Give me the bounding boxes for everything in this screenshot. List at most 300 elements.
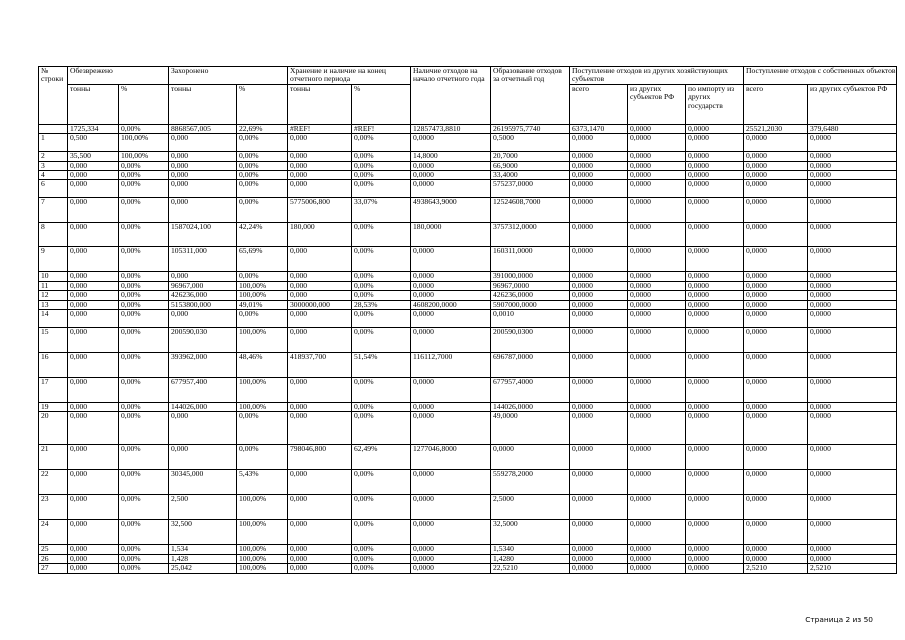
- table-cell: 0,00%: [352, 328, 411, 353]
- table-row: [39, 412, 897, 445]
- table-cell: 0,0000: [570, 223, 628, 247]
- table-row: [39, 291, 897, 300]
- table-cell: 0,0000: [744, 223, 808, 247]
- table-cell: 0,0000: [628, 291, 686, 300]
- table-cell: 0,0000: [686, 134, 744, 152]
- table-cell: 0,00%: [119, 310, 169, 328]
- table-cell: 0,0000: [570, 403, 628, 412]
- table-cell: 0,0000: [570, 545, 628, 554]
- table-cell: 0,0000: [744, 520, 808, 545]
- table-cell: 0,0000: [808, 180, 897, 198]
- table-cell: 0,0000: [411, 134, 491, 152]
- row-number-cell: 17: [39, 378, 68, 403]
- table-cell: 100,00%: [237, 403, 288, 412]
- table-row: [39, 445, 897, 470]
- table-cell: 0,00%: [352, 470, 411, 495]
- table-cell: 49,0000: [491, 412, 570, 445]
- table-cell: 0,0000: [411, 161, 491, 170]
- table-cell: 0,0000: [686, 272, 744, 281]
- table-cell: 35,500: [68, 152, 119, 161]
- table-cell: 0,000: [68, 247, 119, 272]
- table-row: [39, 161, 897, 170]
- table-cell: 0,0000: [411, 291, 491, 300]
- table-cell: 575237,0000: [491, 180, 570, 198]
- table-cell: 0,000: [68, 281, 119, 290]
- table-cell: 0,0000: [744, 180, 808, 198]
- table-cell: 0,00%: [119, 520, 169, 545]
- table-cell: 0,0000: [570, 161, 628, 170]
- table-cell: 0,0000: [808, 378, 897, 403]
- row-number-cell: 9: [39, 247, 68, 272]
- table-cell: 51,54%: [352, 353, 411, 378]
- table-cell: 0,0000: [808, 470, 897, 495]
- table-cell: 0,000: [68, 495, 119, 520]
- table-cell: #REF!: [352, 124, 411, 133]
- header-cell: тонны: [68, 84, 119, 124]
- table-cell: 6373,1470: [570, 124, 628, 133]
- table-cell: 5907000,0000: [491, 300, 570, 309]
- table-cell: 0,0000: [570, 554, 628, 563]
- table-cell: 0,00%: [352, 161, 411, 170]
- table-cell: 0,00%: [352, 545, 411, 554]
- table-cell: 0,000: [288, 171, 352, 180]
- table-cell: 0,00%: [237, 161, 288, 170]
- table-cell: 0,000: [288, 247, 352, 272]
- table-cell: 0,0000: [808, 161, 897, 170]
- table-cell: 0,0000: [686, 180, 744, 198]
- table-cell: 0,00%: [119, 223, 169, 247]
- table-cell: 0,000: [68, 180, 119, 198]
- table-cell: 0,0000: [808, 134, 897, 152]
- table-cell: 0,0000: [808, 328, 897, 353]
- table-cell: #REF!: [288, 124, 352, 133]
- table-row: [39, 495, 897, 520]
- table-cell: 0,0000: [411, 180, 491, 198]
- table-cell: 0,000: [288, 378, 352, 403]
- row-number-cell: 8: [39, 223, 68, 247]
- table-cell: 3757312,0000: [491, 223, 570, 247]
- table-row: [39, 180, 897, 198]
- table-cell: 5775006,800: [288, 198, 352, 223]
- table-cell: 0,0000: [686, 281, 744, 290]
- table-cell: 0,0000: [744, 171, 808, 180]
- table-cell: 12857473,8810: [411, 124, 491, 133]
- table-cell: 100,00%: [237, 554, 288, 563]
- table-cell: 426236,000: [169, 291, 237, 300]
- table-cell: 426236,0000: [491, 291, 570, 300]
- table-cell: 0,00%: [119, 545, 169, 554]
- table-cell: 32,500: [169, 520, 237, 545]
- table-cell: 0,000: [169, 180, 237, 198]
- table-row: [39, 281, 897, 290]
- table-cell: 0,0000: [744, 134, 808, 152]
- table-cell: 0,0000: [570, 564, 628, 573]
- table-cell: 0,0000: [411, 378, 491, 403]
- row-number-cell: 25: [39, 545, 68, 554]
- table-cell: 0,0000: [570, 291, 628, 300]
- table-cell: 100,00%: [237, 495, 288, 520]
- table-cell: 100,00%: [237, 545, 288, 554]
- table-cell: 0,0000: [808, 353, 897, 378]
- table-cell: 8868567,005: [169, 124, 237, 133]
- table-cell: 0,00%: [119, 198, 169, 223]
- table-cell: 0,00%: [237, 171, 288, 180]
- table-cell: 0,0000: [628, 310, 686, 328]
- table-cell: 0,000: [68, 554, 119, 563]
- table-cell: 0,0000: [686, 353, 744, 378]
- table-cell: 0,000: [169, 412, 237, 445]
- table-cell: 22,69%: [237, 124, 288, 133]
- header-cell: Наличие отходов на начало отчетного года: [411, 67, 491, 125]
- table-cell: 0,0000: [808, 300, 897, 309]
- table-cell: 0,00%: [352, 281, 411, 290]
- header-cell: %: [352, 84, 411, 124]
- table-cell: 0,000: [68, 403, 119, 412]
- table-cell: 0,0000: [628, 281, 686, 290]
- table-cell: 0,0000: [411, 403, 491, 412]
- row-number-cell: 4: [39, 171, 68, 180]
- table-cell: 0,0000: [411, 310, 491, 328]
- table-cell: 0,0000: [744, 272, 808, 281]
- header-cell: из других субъектов РФ: [628, 84, 686, 124]
- table-cell: 4608200,0000: [411, 300, 491, 309]
- row-number-cell: 26: [39, 554, 68, 563]
- table-cell: 0,0000: [570, 247, 628, 272]
- table-cell: 0,0000: [628, 152, 686, 161]
- table-cell: 0,0000: [628, 403, 686, 412]
- table-cell: 0,0000: [808, 495, 897, 520]
- table-cell: 0,0000: [744, 161, 808, 170]
- table-cell: 0,00%: [119, 247, 169, 272]
- table-cell: 100,00%: [237, 281, 288, 290]
- table-cell: 0,0000: [744, 198, 808, 223]
- table-row: [39, 134, 897, 152]
- table-cell: 696787,0000: [491, 353, 570, 378]
- table-cell: 0,0000: [628, 223, 686, 247]
- table-cell: 0,0000: [808, 198, 897, 223]
- table-cell: 0,00%: [237, 310, 288, 328]
- table-cell: 0,0000: [686, 495, 744, 520]
- row-number-cell: 27: [39, 564, 68, 573]
- table-cell: 0,0000: [686, 300, 744, 309]
- table-cell: 105311,000: [169, 247, 237, 272]
- header-cell: Поступление отходов из других хозяйствующих субъектов: [570, 67, 744, 85]
- table-cell: 2,5000: [491, 495, 570, 520]
- table-cell: 0,00%: [237, 412, 288, 445]
- header-cell: № строки: [39, 67, 68, 125]
- table-cell: 0,0000: [686, 554, 744, 563]
- table-cell: 0,00%: [237, 272, 288, 281]
- table-row: [39, 403, 897, 412]
- table-cell: 28,53%: [352, 300, 411, 309]
- table-cell: 100,00%: [119, 134, 169, 152]
- table-cell: 0,5000: [491, 134, 570, 152]
- table-cell: 0,00%: [352, 171, 411, 180]
- table-cell: 0,0000: [686, 198, 744, 223]
- table-cell: 0,0000: [628, 495, 686, 520]
- table-cell: 100,00%: [119, 152, 169, 161]
- table-cell: 0,0000: [628, 470, 686, 495]
- table-cell: 0,00%: [352, 520, 411, 545]
- table-cell: 0,0000: [744, 152, 808, 161]
- row-number-cell: 22: [39, 470, 68, 495]
- table-cell: 32,5000: [491, 520, 570, 545]
- table-cell: 33,4000: [491, 171, 570, 180]
- table-cell: 0,000: [68, 378, 119, 403]
- table-cell: 559278,2000: [491, 470, 570, 495]
- table-cell: 0,00%: [237, 198, 288, 223]
- table-cell: 0,00%: [352, 291, 411, 300]
- table-cell: 0,0000: [744, 328, 808, 353]
- table-cell: 0,0000: [744, 300, 808, 309]
- table-cell: 0,000: [288, 272, 352, 281]
- row-number-cell: 10: [39, 272, 68, 281]
- table-cell: 0,500: [68, 134, 119, 152]
- table-cell: 0,0000: [744, 310, 808, 328]
- table-cell: 0,000: [68, 545, 119, 554]
- table-cell: 0,0000: [808, 171, 897, 180]
- table-cell: 0,000: [68, 300, 119, 309]
- table-cell: 0,0000: [744, 281, 808, 290]
- table-cell: 0,00%: [119, 281, 169, 290]
- table-cell: 0,000: [288, 554, 352, 563]
- table-cell: 1,5340: [491, 545, 570, 554]
- table-cell: 0,0000: [808, 445, 897, 470]
- table-cell: 200590,030: [169, 328, 237, 353]
- table-cell: 0,0000: [686, 152, 744, 161]
- row-number-cell: 20: [39, 412, 68, 445]
- table-cell: 0,000: [68, 171, 119, 180]
- table-cell: 116112,7000: [411, 353, 491, 378]
- table-cell: 0,0000: [570, 445, 628, 470]
- table-cell: 0,000: [288, 281, 352, 290]
- table-cell: 0,0000: [744, 554, 808, 563]
- table-cell: 0,0000: [570, 134, 628, 152]
- table-cell: 0,00%: [119, 180, 169, 198]
- table-cell: 30345,000: [169, 470, 237, 495]
- table-cell: 677957,400: [169, 378, 237, 403]
- table-cell: 0,0000: [744, 403, 808, 412]
- table-cell: 0,0000: [570, 171, 628, 180]
- table-cell: 0,000: [288, 564, 352, 573]
- table-cell: 0,000: [288, 180, 352, 198]
- table-cell: 0,000: [288, 328, 352, 353]
- table-cell: 0,0000: [411, 470, 491, 495]
- table-cell: 677957,4000: [491, 378, 570, 403]
- table-cell: 0,0000: [628, 520, 686, 545]
- table-cell: 0,0000: [628, 171, 686, 180]
- table-cell: 0,0000: [570, 310, 628, 328]
- table-cell: 0,000: [68, 272, 119, 281]
- table-cell: 0,000: [288, 403, 352, 412]
- table-cell: 0,0000: [628, 554, 686, 563]
- header-cell: Образование отходов за отчетный год: [491, 67, 570, 125]
- table-cell: 144026,000: [169, 403, 237, 412]
- table-cell: 100,00%: [237, 328, 288, 353]
- table-cell: 200590,0300: [491, 328, 570, 353]
- table-row: [39, 310, 897, 328]
- table-cell: 0,00%: [119, 291, 169, 300]
- table-cell: 0,0000: [686, 412, 744, 445]
- table-cell: 0,000: [68, 470, 119, 495]
- table-cell: 0,0000: [686, 223, 744, 247]
- table-cell: 0,000: [169, 152, 237, 161]
- header-cell: тонны: [288, 84, 352, 124]
- table-cell: 100,00%: [237, 520, 288, 545]
- table-cell: 0,0000: [628, 545, 686, 554]
- table-cell: 14,8000: [411, 152, 491, 161]
- page-number: Страница 2 из 50: [805, 615, 873, 624]
- table-cell: 0,0000: [570, 198, 628, 223]
- table-cell: 0,0000: [628, 445, 686, 470]
- header-cell: Поступление отходов с собственных объектов: [744, 67, 897, 85]
- table-cell: 0,0000: [411, 272, 491, 281]
- header-cell: Хранение и наличие на конец отчетного периода: [288, 67, 411, 85]
- table-cell: 0,00%: [119, 445, 169, 470]
- table-cell: 0,0000: [686, 291, 744, 300]
- table-cell: 0,00%: [119, 564, 169, 573]
- table-row: [39, 328, 897, 353]
- table-row: [39, 124, 897, 133]
- table-cell: 33,07%: [352, 198, 411, 223]
- table-cell: 12524608,7000: [491, 198, 570, 223]
- table-cell: 0,0000: [411, 171, 491, 180]
- table-cell: 393962,000: [169, 353, 237, 378]
- table-cell: 48,46%: [237, 353, 288, 378]
- table-cell: 0,00%: [352, 180, 411, 198]
- table-cell: 0,000: [68, 291, 119, 300]
- table-cell: 4938643,9000: [411, 198, 491, 223]
- table-cell: 0,00%: [119, 470, 169, 495]
- table-cell: 100,00%: [237, 564, 288, 573]
- table-cell: 0,0000: [570, 281, 628, 290]
- table-cell: 0,0010: [491, 310, 570, 328]
- table-cell: 0,00%: [119, 171, 169, 180]
- table-cell: 0,000: [288, 520, 352, 545]
- row-number-cell: 21: [39, 445, 68, 470]
- table-cell: 0,000: [68, 310, 119, 328]
- table-cell: 0,0000: [808, 403, 897, 412]
- table-cell: 0,0000: [744, 412, 808, 445]
- table-cell: 0,0000: [628, 564, 686, 573]
- table-row: [39, 247, 897, 272]
- table-cell: 0,00%: [119, 300, 169, 309]
- table-cell: 0,0000: [808, 310, 897, 328]
- row-number-cell: 2: [39, 152, 68, 161]
- table-cell: 0,0000: [686, 378, 744, 403]
- table-cell: 0,00%: [119, 412, 169, 445]
- table-cell: 0,000: [169, 134, 237, 152]
- table-cell: 0,00%: [119, 353, 169, 378]
- header-cell: из других субъектов РФ: [808, 84, 897, 124]
- table-cell: 1,534: [169, 545, 237, 554]
- table-cell: 66,9000: [491, 161, 570, 170]
- table-row: [39, 520, 897, 545]
- table-cell: 0,0000: [744, 291, 808, 300]
- table-cell: 0,0000: [744, 353, 808, 378]
- header-cell: %: [237, 84, 288, 124]
- header-cell: всего: [744, 84, 808, 124]
- table-cell: 0,000: [68, 564, 119, 573]
- table-cell: 0,0000: [411, 247, 491, 272]
- table-cell: 180,000: [288, 223, 352, 247]
- table-cell: 0,0000: [411, 545, 491, 554]
- table-cell: 0,0000: [744, 378, 808, 403]
- table-row: [39, 353, 897, 378]
- table-cell: 0,00%: [119, 378, 169, 403]
- table-cell: 0,0000: [808, 272, 897, 281]
- table-cell: 0,00%: [352, 378, 411, 403]
- table-cell: 22,5210: [491, 564, 570, 573]
- table-row: [39, 152, 897, 161]
- row-number-cell: 3: [39, 161, 68, 170]
- table-cell: 0,000: [68, 412, 119, 445]
- table-cell: 0,0000: [628, 247, 686, 272]
- table-cell: 0,00%: [119, 554, 169, 563]
- table-cell: 0,000: [68, 223, 119, 247]
- table-cell: 0,0000: [570, 520, 628, 545]
- table-cell: 0,0000: [744, 445, 808, 470]
- table-cell: 0,0000: [411, 328, 491, 353]
- table-cell: 0,0000: [570, 328, 628, 353]
- table-cell: 0,0000: [744, 247, 808, 272]
- table-cell: 0,00%: [352, 134, 411, 152]
- table-cell: 20,7000: [491, 152, 570, 161]
- table-cell: 0,000: [68, 198, 119, 223]
- table-row: [39, 300, 897, 309]
- table-cell: 0,0000: [686, 445, 744, 470]
- table-cell: 0,00%: [237, 134, 288, 152]
- table-cell: 0,000: [169, 171, 237, 180]
- table-cell: 0,0000: [808, 545, 897, 554]
- row-number-cell: 7: [39, 198, 68, 223]
- table-row: [39, 223, 897, 247]
- table-cell: 0,0000: [570, 353, 628, 378]
- row-number-cell: 13: [39, 300, 68, 309]
- table-cell: 0,0000: [628, 124, 686, 133]
- table-row: [39, 171, 897, 180]
- table-cell: 0,0000: [411, 554, 491, 563]
- table-cell: 65,69%: [237, 247, 288, 272]
- table-cell: 0,00%: [352, 310, 411, 328]
- table-cell: 0,0000: [628, 353, 686, 378]
- table-cell: 0,0000: [686, 328, 744, 353]
- table-cell: 0,000: [288, 161, 352, 170]
- table-cell: 0,0000: [686, 124, 744, 133]
- table-cell: 26195975,7740: [491, 124, 570, 133]
- table-cell: 5153800,000: [169, 300, 237, 309]
- table-cell: 0,00%: [237, 180, 288, 198]
- table-cell: 0,0000: [808, 223, 897, 247]
- table-cell: 0,00%: [119, 328, 169, 353]
- table-cell: 0,00%: [119, 495, 169, 520]
- header-row-groups: [39, 67, 897, 85]
- row-number-cell: 23: [39, 495, 68, 520]
- waste-report-table: [38, 66, 897, 574]
- table-cell: 0,0000: [808, 554, 897, 563]
- table-cell: 798046,800: [288, 445, 352, 470]
- table-cell: 0,0000: [686, 403, 744, 412]
- table-cell: 0,0000: [570, 495, 628, 520]
- table-cell: 0,000: [169, 310, 237, 328]
- table-cell: 0,000: [68, 353, 119, 378]
- table-row: [39, 198, 897, 223]
- table-cell: 100,00%: [237, 291, 288, 300]
- table-cell: 0,0000: [744, 470, 808, 495]
- table-cell: 25,042: [169, 564, 237, 573]
- table-cell: 379,6480: [808, 124, 897, 133]
- table-cell: 0,0000: [744, 495, 808, 520]
